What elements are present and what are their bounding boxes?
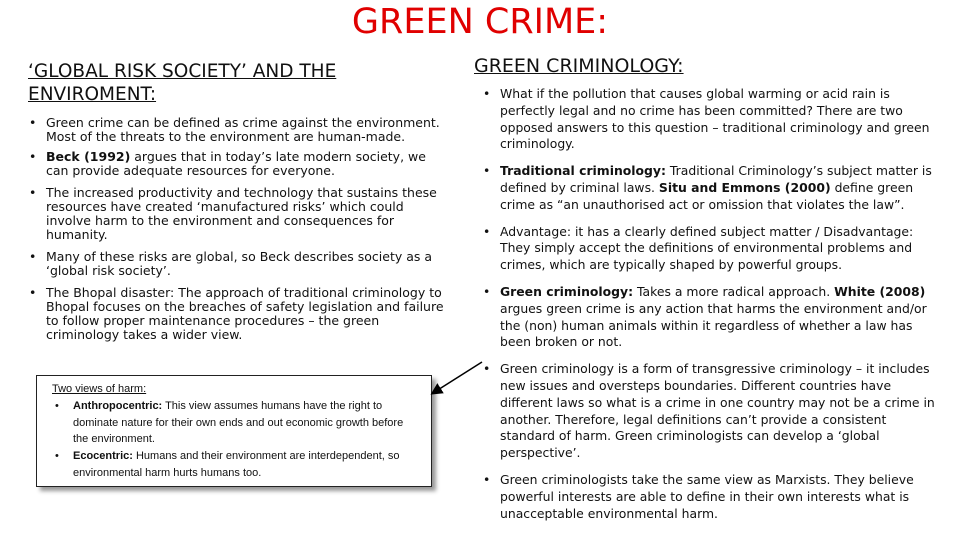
bullet-text: Many of these risks are global, so Beck describes society as a ‘global risk society’. [46, 249, 433, 278]
bullet-icon: • [55, 400, 59, 412]
bullet-icon: • [29, 185, 37, 200]
bullet-icon: • [29, 285, 37, 300]
bullet-icon: • [55, 450, 59, 462]
bullet-icon: • [483, 86, 491, 101]
list-item [483, 223, 935, 274]
bullet-icon: • [29, 149, 37, 164]
right-bullet-list [483, 86, 935, 532]
bullet-icon: • [483, 361, 491, 377]
list-item [483, 471, 935, 522]
bullet-bold: White (2008) [834, 283, 926, 299]
bullet-text: Green criminology is a form of transgressive criminology – it includes new issues and oversteps boundaries. Different countries have different laws so what is a crime in one country may not be a crime in another. Therefore, legal definitions can’t provide a consistent standard of harm. Green criminologists can develop a ‘global perspective’. [500, 361, 935, 461]
left-heading-line2: ENVIROMENT: [28, 84, 157, 105]
bullet-bold: Beck (1992) [46, 149, 131, 164]
bullet-text: Traditional Criminology’s subject matter is defined by criminal laws. [500, 163, 932, 195]
page-title: GREEN CRIME: [351, 2, 609, 42]
bullet-text: The Bhopal disaster: The approach of traditional criminology to Bhopal focuses on the breaches of safety legislation and failure to follow proper maintenance procedures – the green criminology takes a wider view. [46, 285, 444, 342]
list-item [483, 86, 935, 153]
bullet-bold: Traditional criminology: [500, 163, 666, 179]
bullet-icon: • [483, 471, 491, 487]
bullet-text: Green criminologists take the same view as Marxists. They believe powerful interests are able to define in their own interests what is unacceptable environmental harm. [500, 471, 914, 521]
box-title: Two views of harm: [52, 383, 147, 395]
bullet-icon: • [483, 223, 491, 239]
bullet-bold: Situ and Emmons (2000) [658, 179, 831, 195]
bullet-icon: • [483, 163, 491, 179]
list-item [483, 361, 935, 462]
box-item-text: Humans and their environment are interdependent, so environmental harm hurts humans too. [73, 450, 400, 479]
bullet-icon: • [29, 115, 37, 130]
bullet-text: argues green crime is any action that harms the environment and/or the (non) human animals within it regardless of whether a law has been broken or not. [500, 300, 927, 350]
list-item [483, 163, 935, 213]
bullet-text: The increased productivity and technology that sustains these resources have created ‘manufactured risks’ which could involve harm to the environment and consequences for humanity. [46, 185, 437, 242]
bullet-bold: Green criminology: [500, 283, 634, 299]
bullet-icon: • [483, 283, 491, 299]
left-heading-line1: ‘GLOBAL RISK SOCIETY’ AND THE [28, 61, 337, 82]
bullet-text: Advantage: it has a clearly defined subject matter / Disadvantage: They simply accept the definitions of environmental problems and crimes, which are typically shaped by powerful groups. [500, 223, 914, 273]
bullet-text: What if the pollution that causes global warming or acid rain is perfectly legal and no crime has been committed? There are two opposed answers to this question – traditional criminology and green criminology. [500, 86, 930, 152]
bullet-icon: • [29, 249, 37, 264]
list-item [483, 283, 935, 351]
bullet-text: define green crime as “an unauthorised act or omission that violates the law”. [500, 179, 914, 212]
bullet-text: Green crime can be defined as crime against the environment. Most of the threats to the environment are human-made. [46, 115, 440, 144]
bullet-text: Takes a more radical approach. [633, 283, 835, 299]
right-heading: GREEN CRIMINOLOGY: [474, 55, 684, 77]
box-item-text: This view assumes humans have the right to dominate nature for their own ends and out economic growth before the environment. [73, 400, 404, 445]
box-item-bold: Anthropocentric: [73, 400, 163, 412]
bullet-text: argues that in today’s late modern society, we can provide adequate resources for everyone. [46, 149, 426, 178]
box-item-bold: Ecocentric: [73, 450, 133, 462]
